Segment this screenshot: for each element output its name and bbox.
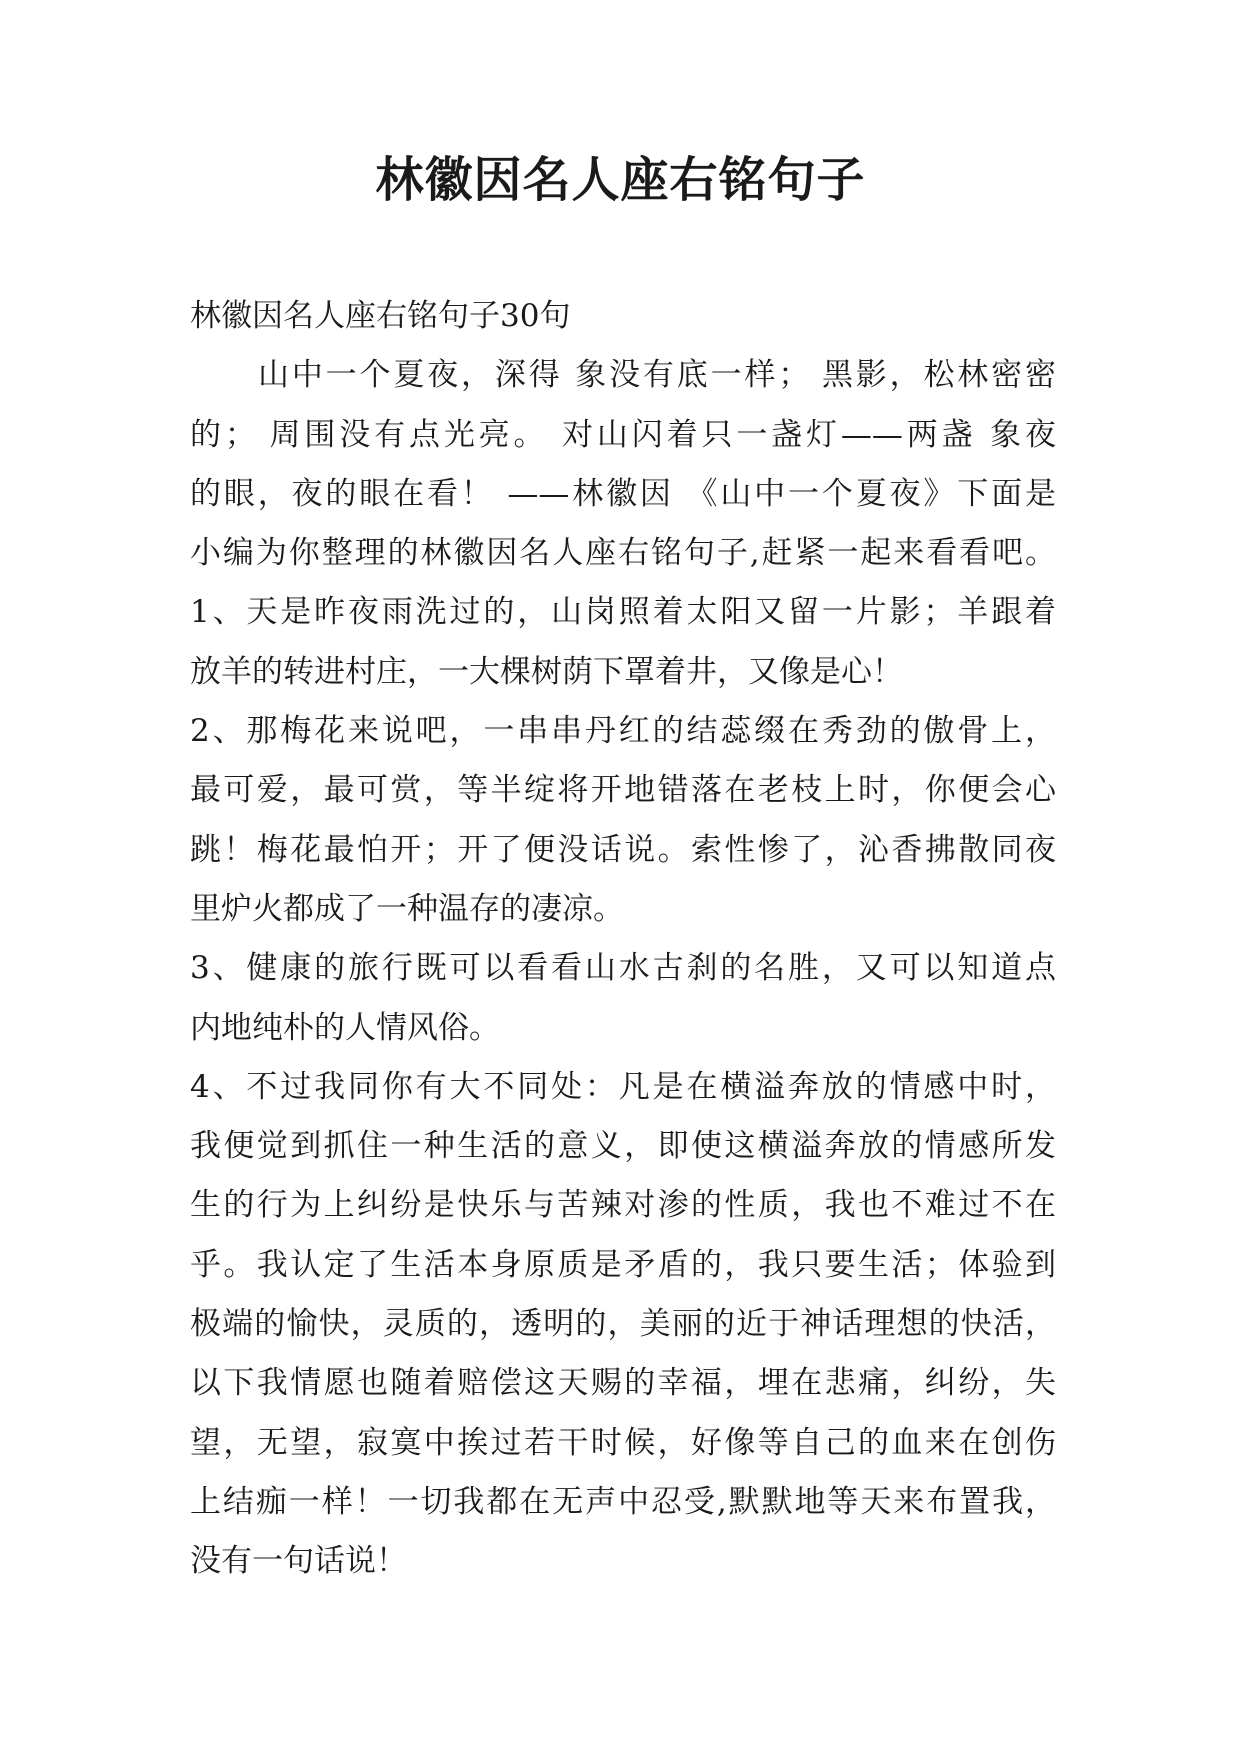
body-line: 跳！梅花最怕开；开了便没话说。索性惨了，沁香拂散同夜 xyxy=(190,831,1056,868)
body-line: 2、那梅花来说吧，一串串丹红的结蕊缀在秀劲的傲骨上， xyxy=(190,713,1056,750)
body-line: 我便觉到抓住一种生活的意义，即使这横溢奔放的情感所发 xyxy=(190,1128,1056,1165)
body-line: 山中一个夏夜，深得 象没有底一样； 黑影，松林密密 xyxy=(258,357,1056,394)
body-line: 3、健康的旅行既可以看看山水古刹的名胜，又可以知道点 xyxy=(190,950,1056,987)
document-body xyxy=(190,287,1056,1592)
body-line: 内地纯朴的人情风俗。 xyxy=(190,1009,500,1046)
body-line: 乎。我认定了生活本身原质是矛盾的，我只要生活；体验到 xyxy=(190,1246,1056,1283)
body-line: 的； 周围没有点光亮。 对山闪着只一盏灯——两盏 象夜 xyxy=(190,416,1056,453)
body-line: 极端的愉快，灵质的，透明的，美丽的近于神话理想的快活， xyxy=(190,1306,1056,1343)
body-line: 1、天是昨夜雨洗过的，山岗照着太阳又留一片影；羊跟着 xyxy=(190,594,1056,631)
body-line: 没有一句话说！ xyxy=(190,1543,407,1580)
body-line: 最可爱，最可赏，等半绽将开地错落在老枝上时，你便会心 xyxy=(190,772,1056,809)
body-line: 生的行为上纠纷是快乐与苦辣对渗的性质，我也不难过不在 xyxy=(190,1187,1056,1224)
body-line: 里炉火都成了一种温存的凄凉。 xyxy=(190,890,624,927)
body-line: 以下我情愿也随着赔偿这天赐的幸福，埋在悲痛，纠纷，失 xyxy=(190,1365,1056,1402)
body-line: 望，无望，寂寞中挨过若干时候，好像等自己的血来在创伤 xyxy=(190,1424,1056,1461)
body-line: 4、不过我同你有大不同处：凡是在横溢奔放的情感中时， xyxy=(190,1068,1056,1105)
body-line: 小编为你整理的林徽因名人座右铭句子,赶紧一起来看看吧。 xyxy=(190,535,1056,572)
document-title: 林徽因名人座右铭句子 xyxy=(375,152,866,208)
body-line: 放羊的转进村庄，一大棵树荫下罩着井，又像是心！ xyxy=(190,653,903,690)
body-subheading: 林徽因名人座右铭句子30句 xyxy=(190,298,571,334)
body-line: 的眼，夜的眼在看！ ——林徽因 《山中一个夏夜》下面是 xyxy=(190,475,1056,512)
body-line: 上结痂一样！一切我都在无声中忍受,默默地等天来布置我， xyxy=(190,1483,1056,1520)
